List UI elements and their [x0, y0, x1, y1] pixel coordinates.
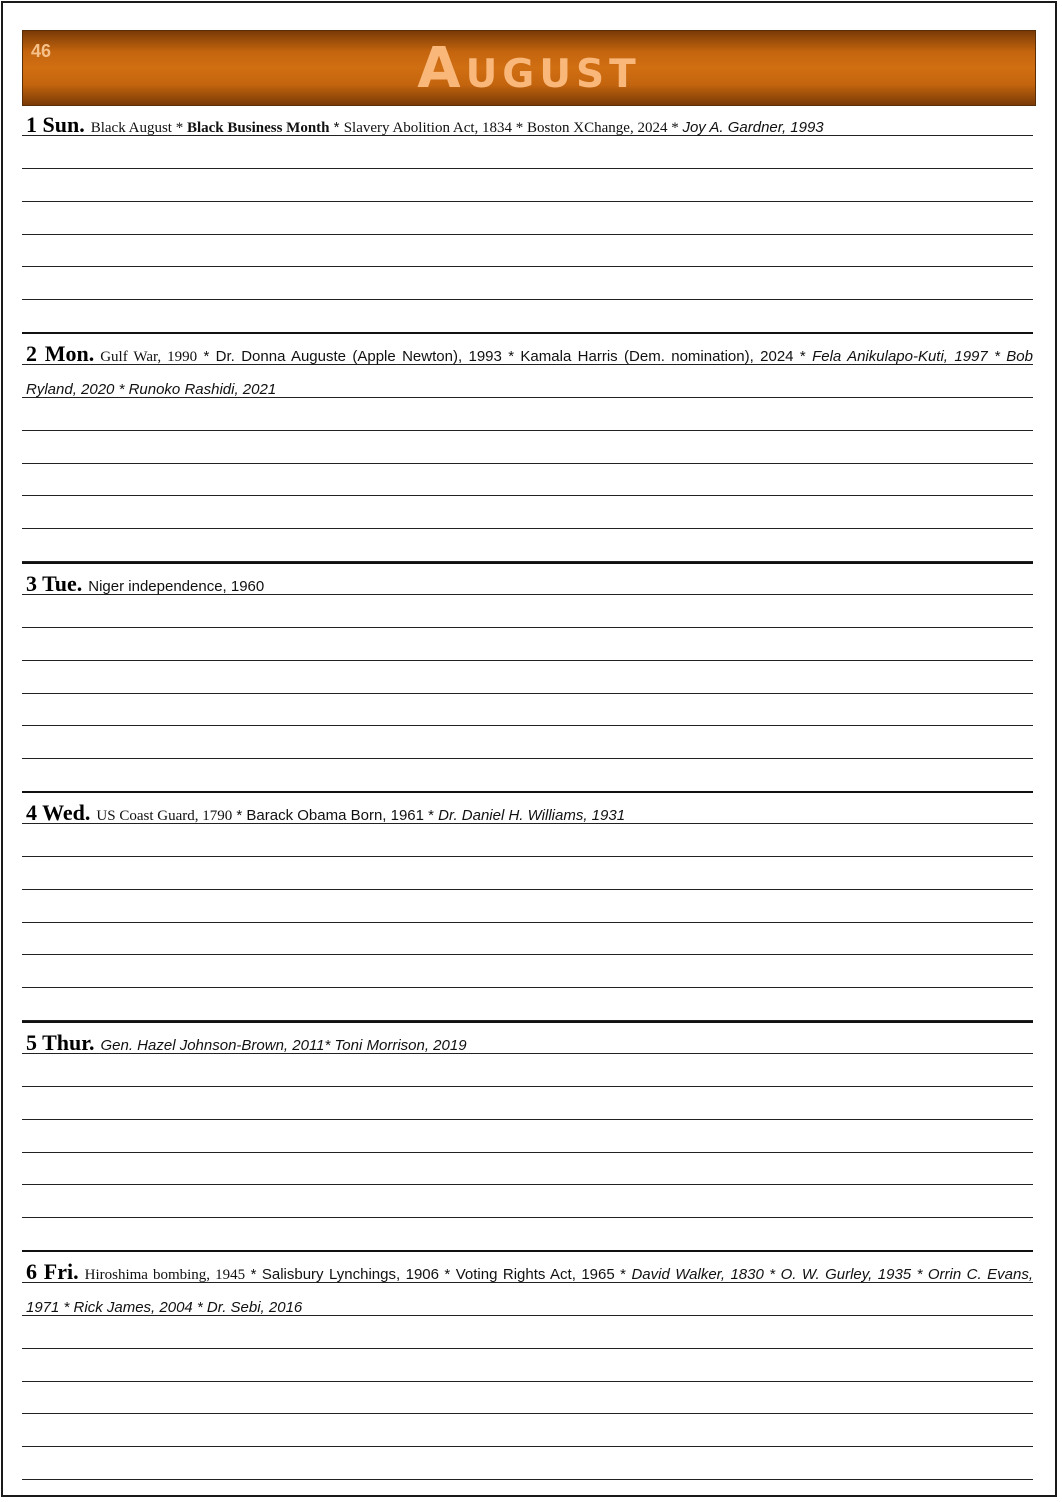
day-divider: [22, 1250, 1033, 1252]
writing-line: [22, 856, 1033, 857]
event-text: *: [329, 119, 344, 136]
writing-line: [22, 201, 1033, 202]
month-header: [22, 30, 1036, 106]
writing-line: [22, 889, 1033, 890]
writing-line: [22, 1119, 1033, 1120]
writing-line: [22, 725, 1033, 726]
writing-line: [22, 987, 1033, 988]
day-section: [22, 103, 1033, 333]
day-label: 6 Fri.: [26, 1259, 79, 1284]
day-label: 3 Tue.: [26, 571, 83, 596]
writing-line: [22, 528, 1033, 529]
writing-line: [22, 1348, 1033, 1349]
day-label: 4 Wed.: [26, 800, 91, 825]
event-text: * Barack Obama Born, 1961 *: [232, 807, 439, 824]
event-text: Fela Anikulapo-Kuti, 1997 * Bob Ryland, 2020 * Runoko Rashidi, 2021: [26, 348, 1033, 398]
writing-line: [22, 1446, 1033, 1447]
writing-line: [22, 758, 1033, 759]
writing-line: [22, 1413, 1033, 1414]
writing-line: [22, 660, 1033, 661]
writing-line: [22, 168, 1033, 169]
month-title: August: [417, 36, 641, 101]
day-divider: [22, 791, 1033, 793]
day-section: [22, 1021, 1033, 1251]
writing-line: [22, 495, 1033, 496]
day-events: [26, 568, 1033, 604]
day-section: [22, 1250, 1033, 1480]
event-text: Niger independence, 1960: [88, 578, 265, 595]
day-events: [26, 338, 1033, 406]
day-section: [22, 332, 1033, 562]
event-text: * Salisbury Lynchings, 1906 * Voting Rights Act, 1965 *: [245, 1266, 632, 1283]
writing-line: [22, 693, 1033, 694]
event-text: David Walker, 1830 * O. W. Gurley, 1935 * Orrin C. Evans, 1971 * Rick James, 2004 * Dr. Sebi, 2016: [26, 1266, 1033, 1316]
day-section: [22, 562, 1033, 792]
event-text: Gulf War, 1990: [100, 349, 198, 365]
writing-line: [22, 430, 1033, 431]
writing-line: [22, 463, 1033, 464]
event-text: * Dr. Donna Auguste (Apple Newton), 1993 * Kamala Harris (Dem. nomination), 2024 *: [197, 348, 813, 365]
writing-line: [22, 266, 1033, 267]
writing-line: [22, 954, 1033, 955]
event-text: Hiroshima bombing, 1945: [84, 1267, 246, 1283]
day-events: [26, 797, 1033, 833]
day-events: [26, 109, 1033, 145]
writing-line: [22, 627, 1033, 628]
day-events: [26, 1256, 1033, 1324]
page-number: 46: [31, 41, 52, 61]
day-divider: [22, 332, 1033, 334]
day-events: [26, 1027, 1033, 1063]
event-text: Dr. Daniel H. Williams, 1931: [438, 807, 626, 824]
day-divider: [22, 1021, 1033, 1023]
event-text: US Coast Guard, 1790: [96, 808, 233, 824]
event-text: Black Business Month: [186, 120, 330, 136]
day-label: 2 Mon.: [26, 341, 95, 366]
day-section: [22, 791, 1033, 1021]
writing-line: [22, 1086, 1033, 1087]
writing-line: [22, 1479, 1033, 1480]
writing-line: [22, 1152, 1033, 1153]
event-text: *: [171, 120, 187, 136]
writing-line: [22, 299, 1033, 300]
writing-line: [22, 1381, 1033, 1382]
writing-line: [22, 234, 1033, 235]
day-label: 1 Sun.: [26, 112, 85, 137]
day-label: 5 Thur.: [26, 1030, 95, 1055]
writing-line: [22, 1217, 1033, 1218]
day-divider: [22, 562, 1033, 564]
writing-line: [22, 1184, 1033, 1185]
event-text: Black August: [90, 120, 172, 136]
writing-line: [22, 922, 1033, 923]
event-text: Slavery Abolition Act, 1834 * Boston XChange, 2024 *: [343, 120, 683, 136]
event-text: Joy A. Gardner, 1993: [682, 119, 824, 136]
event-text: Gen. Hazel Johnson-Brown, 2011* Toni Morrison, 2019: [100, 1037, 467, 1054]
